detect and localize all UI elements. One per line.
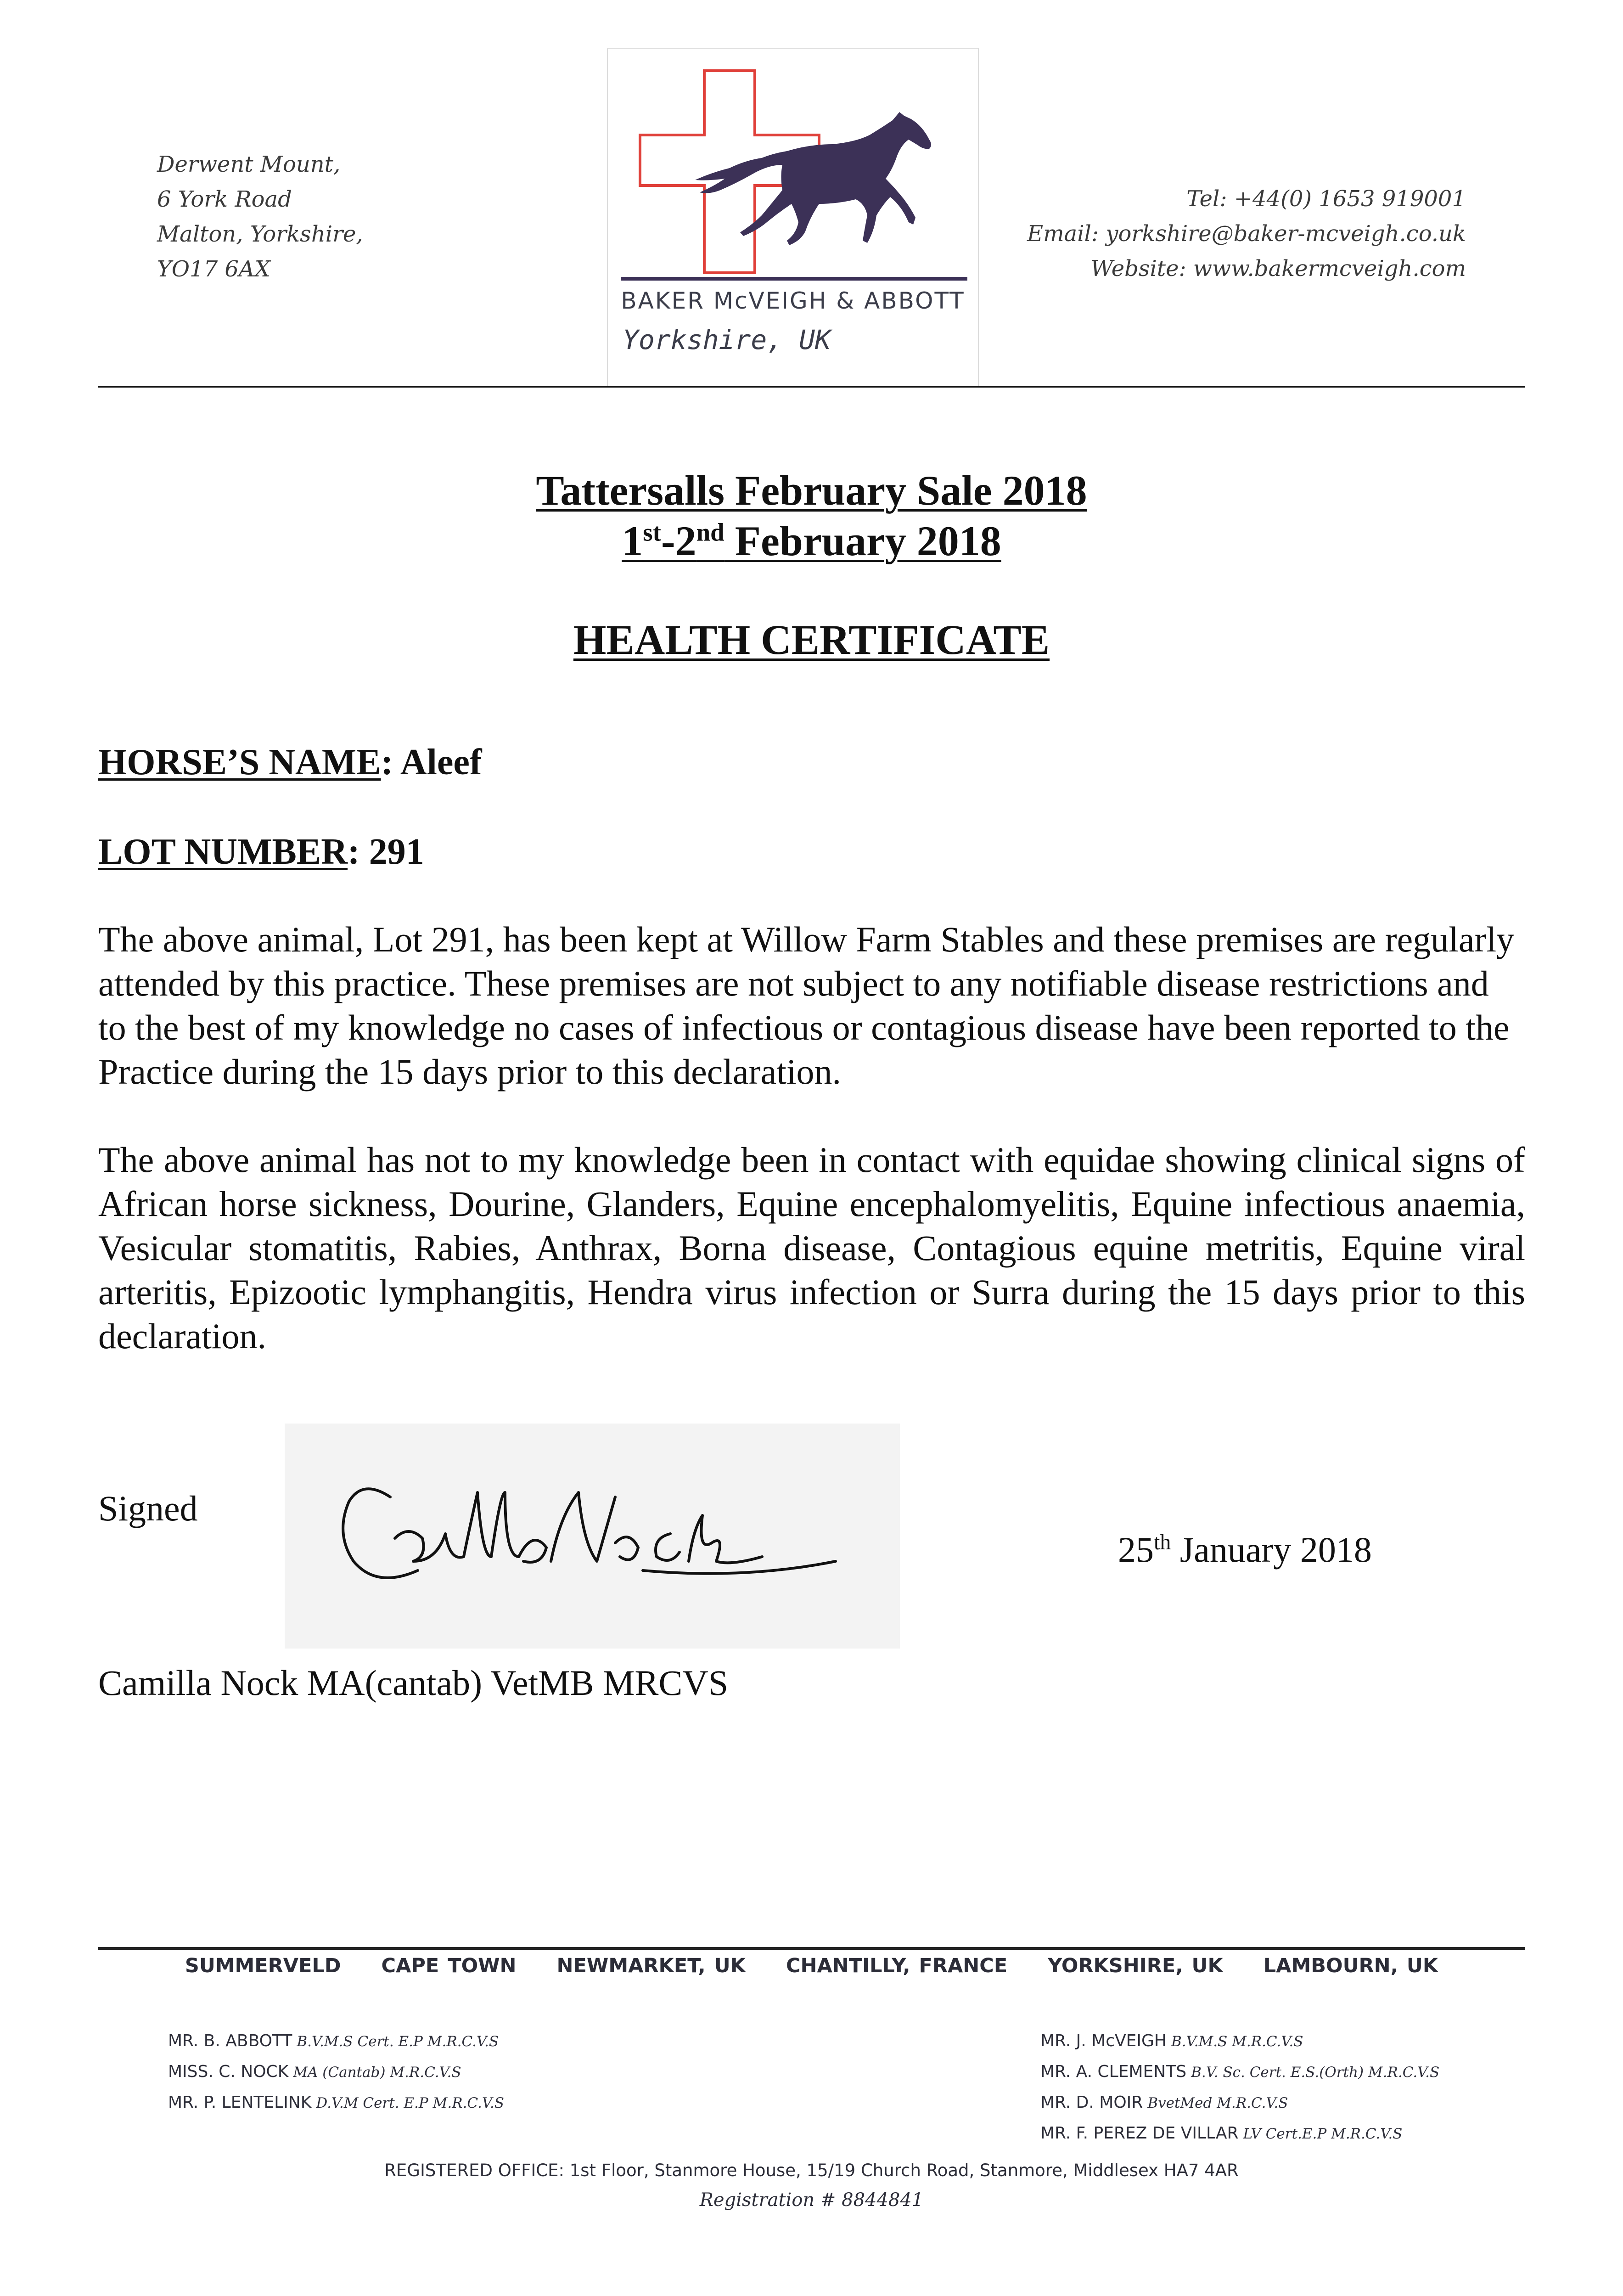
- horse-name-value: : Aleef: [381, 742, 482, 782]
- logo-practice-name: BAKER McVEIGH & ABBOTT: [621, 287, 965, 314]
- address-line: Derwent Mount,: [157, 152, 341, 177]
- certificate-heading: HEALTH CERTIFICATE: [573, 616, 1050, 663]
- footer-divider: [98, 1947, 1525, 1950]
- location-item: CAPE TOWN: [381, 1954, 517, 1977]
- partner-entry: MR. P. LENTELINK D.V.M Cert. E.P M.R.C.V.S: [168, 2093, 504, 2112]
- practice-logo: [607, 48, 979, 388]
- location-item: LAMBOURN, UK: [1263, 1954, 1438, 1977]
- signature-image: [285, 1424, 900, 1649]
- header-divider: [98, 386, 1525, 388]
- logo-divider: [621, 277, 967, 281]
- sale-title: Tattersalls February Sale 2018: [536, 467, 1087, 514]
- partner-entry: MR. A. CLEMENTS B.V. Sc. Cert. E.S.(Orth) M.R.C.V.S: [1040, 2062, 1440, 2081]
- signatory-name: Camilla Nock MA(cantab) VetMB MRCVS: [98, 1663, 729, 1703]
- lot-number-value: : 291: [348, 832, 424, 872]
- partners-list-right: [1040, 2026, 1439, 2149]
- location-item: YORKSHIRE, UK: [1048, 1954, 1223, 1977]
- practice-contact: [1027, 181, 1466, 286]
- logo-place: Yorkshire, UK: [623, 324, 831, 355]
- lot-number-field: [98, 831, 424, 873]
- partner-entry: MISS. C. NOCK MA (Cantab) M.R.C.V.S: [168, 2062, 461, 2081]
- handwritten-signature: [285, 1424, 900, 1649]
- partner-entry: MR. B. ABBOTT B.V.M.S Cert. E.P M.R.C.V.S: [168, 2032, 499, 2050]
- partner-entry: MR. J. McVEIGH B.V.M.S M.R.C.V.S: [1040, 2032, 1303, 2050]
- disease-contact-declaration: The above animal has not to my knowledge been in contact with equidae showing clinical signs of African horse sickness, Dourine, Glanders, Equine encephalomyelitis, Equine infectious anaemia, Vesicular stomatitis, Rabies, Anthrax, Borna disease, Contagious equine metritis, Equine viral arteritis, Epizootic lymphangitis, Hendra virus infection or Surra during the 15 days prior to this declaration.: [98, 1140, 1525, 1356]
- location-item: SUMMERVELD: [185, 1954, 341, 1977]
- contact-email: Email: yorkshire@baker-mcveigh.co.uk: [1027, 221, 1466, 247]
- signed-label: Signed: [98, 1488, 198, 1528]
- contact-phone: Tel: +44(0) 1653 919001: [1186, 186, 1466, 212]
- partners-list-left: [168, 2026, 504, 2118]
- address-line: YO17 6AX: [157, 256, 270, 282]
- location-item: CHANTILLY, FRANCE: [786, 1954, 1008, 1977]
- registration-number: Registration # 8844841: [699, 2189, 924, 2211]
- registered-office: REGISTERED OFFICE: 1st Floor, Stanmore House, 15/19 Church Road, Stanmore, Middlesex HA7 4AR: [384, 2161, 1239, 2180]
- location-item: NEWMARKET, UK: [556, 1954, 746, 1977]
- signature-date: 25th January 2018: [1118, 1530, 1372, 1570]
- partner-entry: MR. D. MOIR BvetMed M.R.C.V.S: [1040, 2093, 1288, 2112]
- address-line: Malton, Yorkshire,: [157, 221, 363, 247]
- sale-dates: 1st-2nd February 2018: [622, 518, 1001, 564]
- practice-address: [157, 147, 363, 287]
- partner-entry: MR. F. PEREZ DE VILLAR LV Cert.E.P M.R.C.V.S: [1040, 2124, 1403, 2143]
- office-locations: [0, 1954, 1623, 1977]
- contact-website: Website: www.bakermcveigh.com: [1090, 256, 1466, 281]
- address-line: 6 York Road: [157, 186, 292, 212]
- horse-name-label: HORSE’S NAME: [98, 742, 381, 782]
- horse-name-field: [98, 742, 482, 783]
- premises-declaration: The above animal, Lot 291, has been kept at Willow Farm Stables and these premises are regularly attended by this practice. These premises are not subject to any notifiable disease restrictions and to the best of my knowledge no cases of infectious or contagious disease have been reported to the Practice during the 15 days prior to this declaration.: [98, 919, 1515, 1092]
- lot-number-label: LOT NUMBER: [98, 832, 348, 872]
